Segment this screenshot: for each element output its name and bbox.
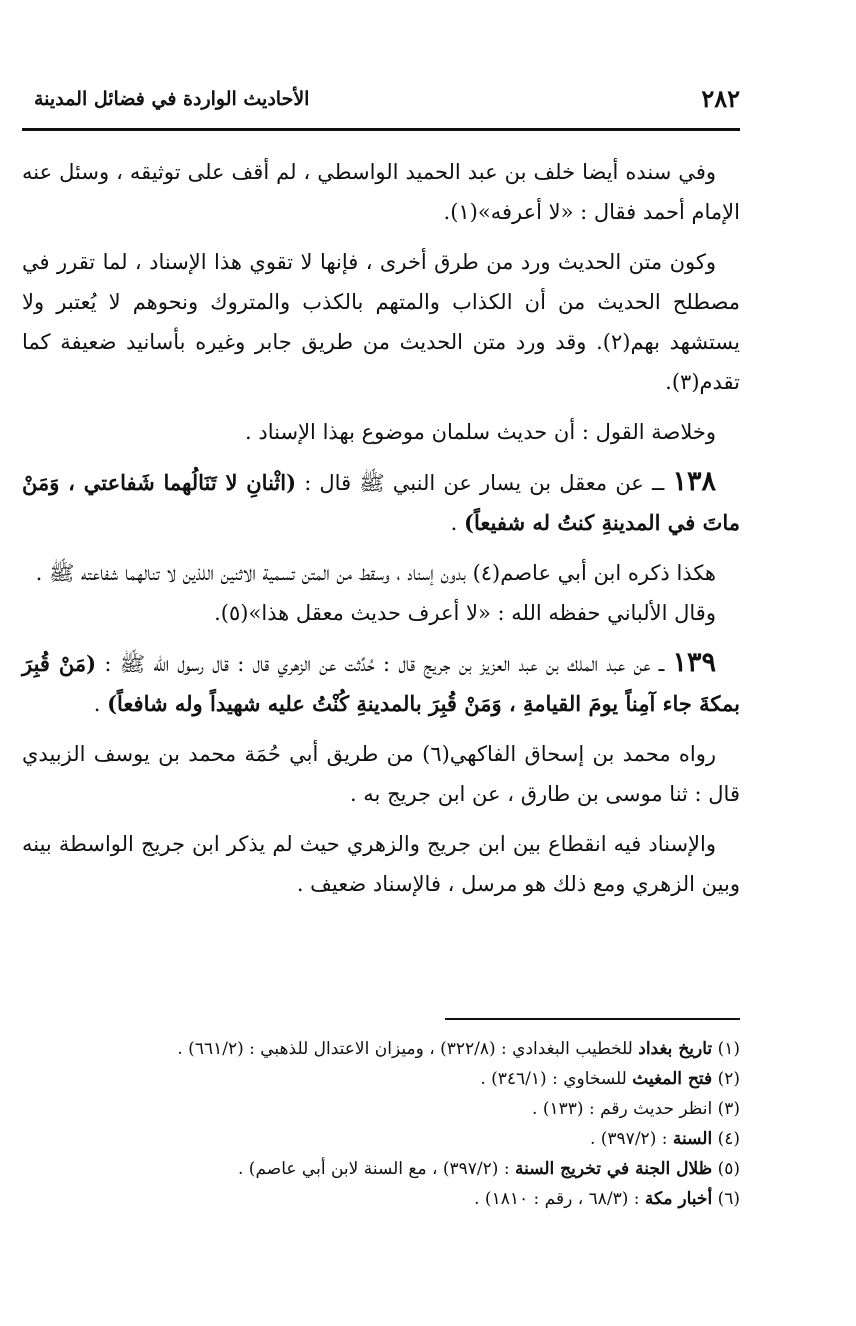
footnote-source: السنة [672, 1129, 713, 1149]
footnote-text: للخطيب البغدادي : (٣٢٢/٨) ، وميزان الاعتدال للذهبي : (٦٦١/٢) . [177, 1039, 639, 1059]
footnote-text: للسخاوي : (٣٤٦/١) . [480, 1069, 633, 1089]
footnote-source: فتح المغيث [632, 1069, 713, 1089]
footnote [22, 1094, 740, 1124]
header-rule [22, 128, 740, 131]
hadith-matn: (مَنْ قُبِرَ بمكةَ جاء آمِناً يومَ القيامةِ ، وَمَنْ قُبِرَ بالمدينةِ كُنْتُ عليه شهيداً وله شافعاً) [22, 651, 740, 716]
footnote [22, 1124, 740, 1154]
footnote-text: انظر حديث رقم : (١٣٣) . [532, 1099, 713, 1119]
footnote-number: (٦) [717, 1189, 740, 1209]
footnote [22, 1034, 740, 1064]
footnote-number: (١) [717, 1039, 740, 1059]
hadith-matn: (اثْنانِ لا تَنَالُهما شَفاعتي ، وَمَنْ ماتَ في المدينةِ كنتُ له شفيعاً) [22, 470, 740, 535]
page-number: ٢٨٢ [701, 84, 740, 113]
footnote-source: أخبار مكة [644, 1189, 713, 1209]
page-header [34, 82, 740, 116]
hadith-tail: . [450, 511, 458, 535]
main-text [22, 152, 740, 904]
footnote-number: (٣) [717, 1099, 740, 1119]
hadith-number: ١٣٩ [672, 647, 716, 678]
hadith-dash: ــ [650, 652, 665, 676]
hadith-number: ١٣٨ [672, 466, 716, 497]
footnote [22, 1154, 740, 1184]
footnote-number: (٢) [717, 1069, 740, 1089]
paragraph: هكذا ذكره ابن أبي عاصم(٤) بدون إسناد ، وسقط من المتن تسمية الاثنين اللذين لا تنالهما شفاعته ﷺ . [35, 561, 716, 585]
hadith-138 [22, 462, 740, 543]
paragraph: رواه محمد بن إسحاق الفاكهي(٦) من طريق أبي حُمَة محمد بن يوسف الزبيدي قال : ثنا موسى بن طارق ، عن ابن جريج به . [22, 742, 740, 806]
footnote-text: : (٣٩٧/٢) . [589, 1129, 673, 1149]
footnote-source: تاريخ بغداد [638, 1039, 713, 1059]
running-title: الأحاديث الواردة في فضائل المدينة [34, 88, 310, 110]
footnote-number: (٥) [717, 1159, 740, 1179]
hadith-intro: عن عبد الملك بن عبد العزيز بن جريج قال : حُدِّثت عن الزهري قال : قال رسول الله ﷺ : [104, 652, 651, 676]
hadith-139 [22, 643, 740, 724]
footnote [22, 1064, 740, 1094]
footnotes [22, 1034, 740, 1214]
footnote-text: : (٣٩٧/٢) ، مع السنة لابن أبي عاصم) . [238, 1159, 515, 1179]
footnote-text: : (٦٨/٣ ، رقم : ١٨١٠) . [474, 1189, 645, 1209]
footnote-number: (٤) [717, 1129, 740, 1149]
hadith-dash: ــ [643, 471, 665, 495]
footnote-rule [445, 1018, 740, 1020]
footnote [22, 1184, 740, 1214]
footnote-source: ظلال الجنة في تخريج السنة [514, 1159, 713, 1179]
hadith-tail: . [93, 692, 101, 716]
paragraph: وخلاصة القول : أن حديث سلمان موضوع بهذا الإسناد . [245, 420, 716, 444]
hadith-intro: عن معقل بن يسار عن النبي ﷺ قال : [304, 471, 644, 495]
paragraph: والإسناد فيه انقطاع بين ابن جريج والزهري حيث لم يذكر ابن جريج الواسطة بينه وبين الزهري ومع ذلك هو مرسل ، فالإسناد ضعيف . [22, 832, 740, 896]
paragraph: وقال الألباني حفظه الله : «لا أعرف حديث معقل هذا»(٥). [214, 601, 716, 625]
paragraph: وكون متن الحديث ورد من طرق أخرى ، فإنها لا تقوي هذا الإسناد ، لما تقرر في مصطلح الحديث من أن الكذاب والمتهم بالكذب والمتروك ونحوهم لا يُعتبر ولا يستشهد بهم(٢). وقد ورد متن الحديث من طريق جابر وغيره بأسانيد ضعيفة كما تقدم(٣). [22, 250, 740, 394]
paragraph: وفي سنده أيضا خلف بن عبد الحميد الواسطي ، لم أقف على توثيقه ، وسئل عنه الإمام أحمد فقال : «لا أعرفه»(١). [22, 160, 740, 224]
